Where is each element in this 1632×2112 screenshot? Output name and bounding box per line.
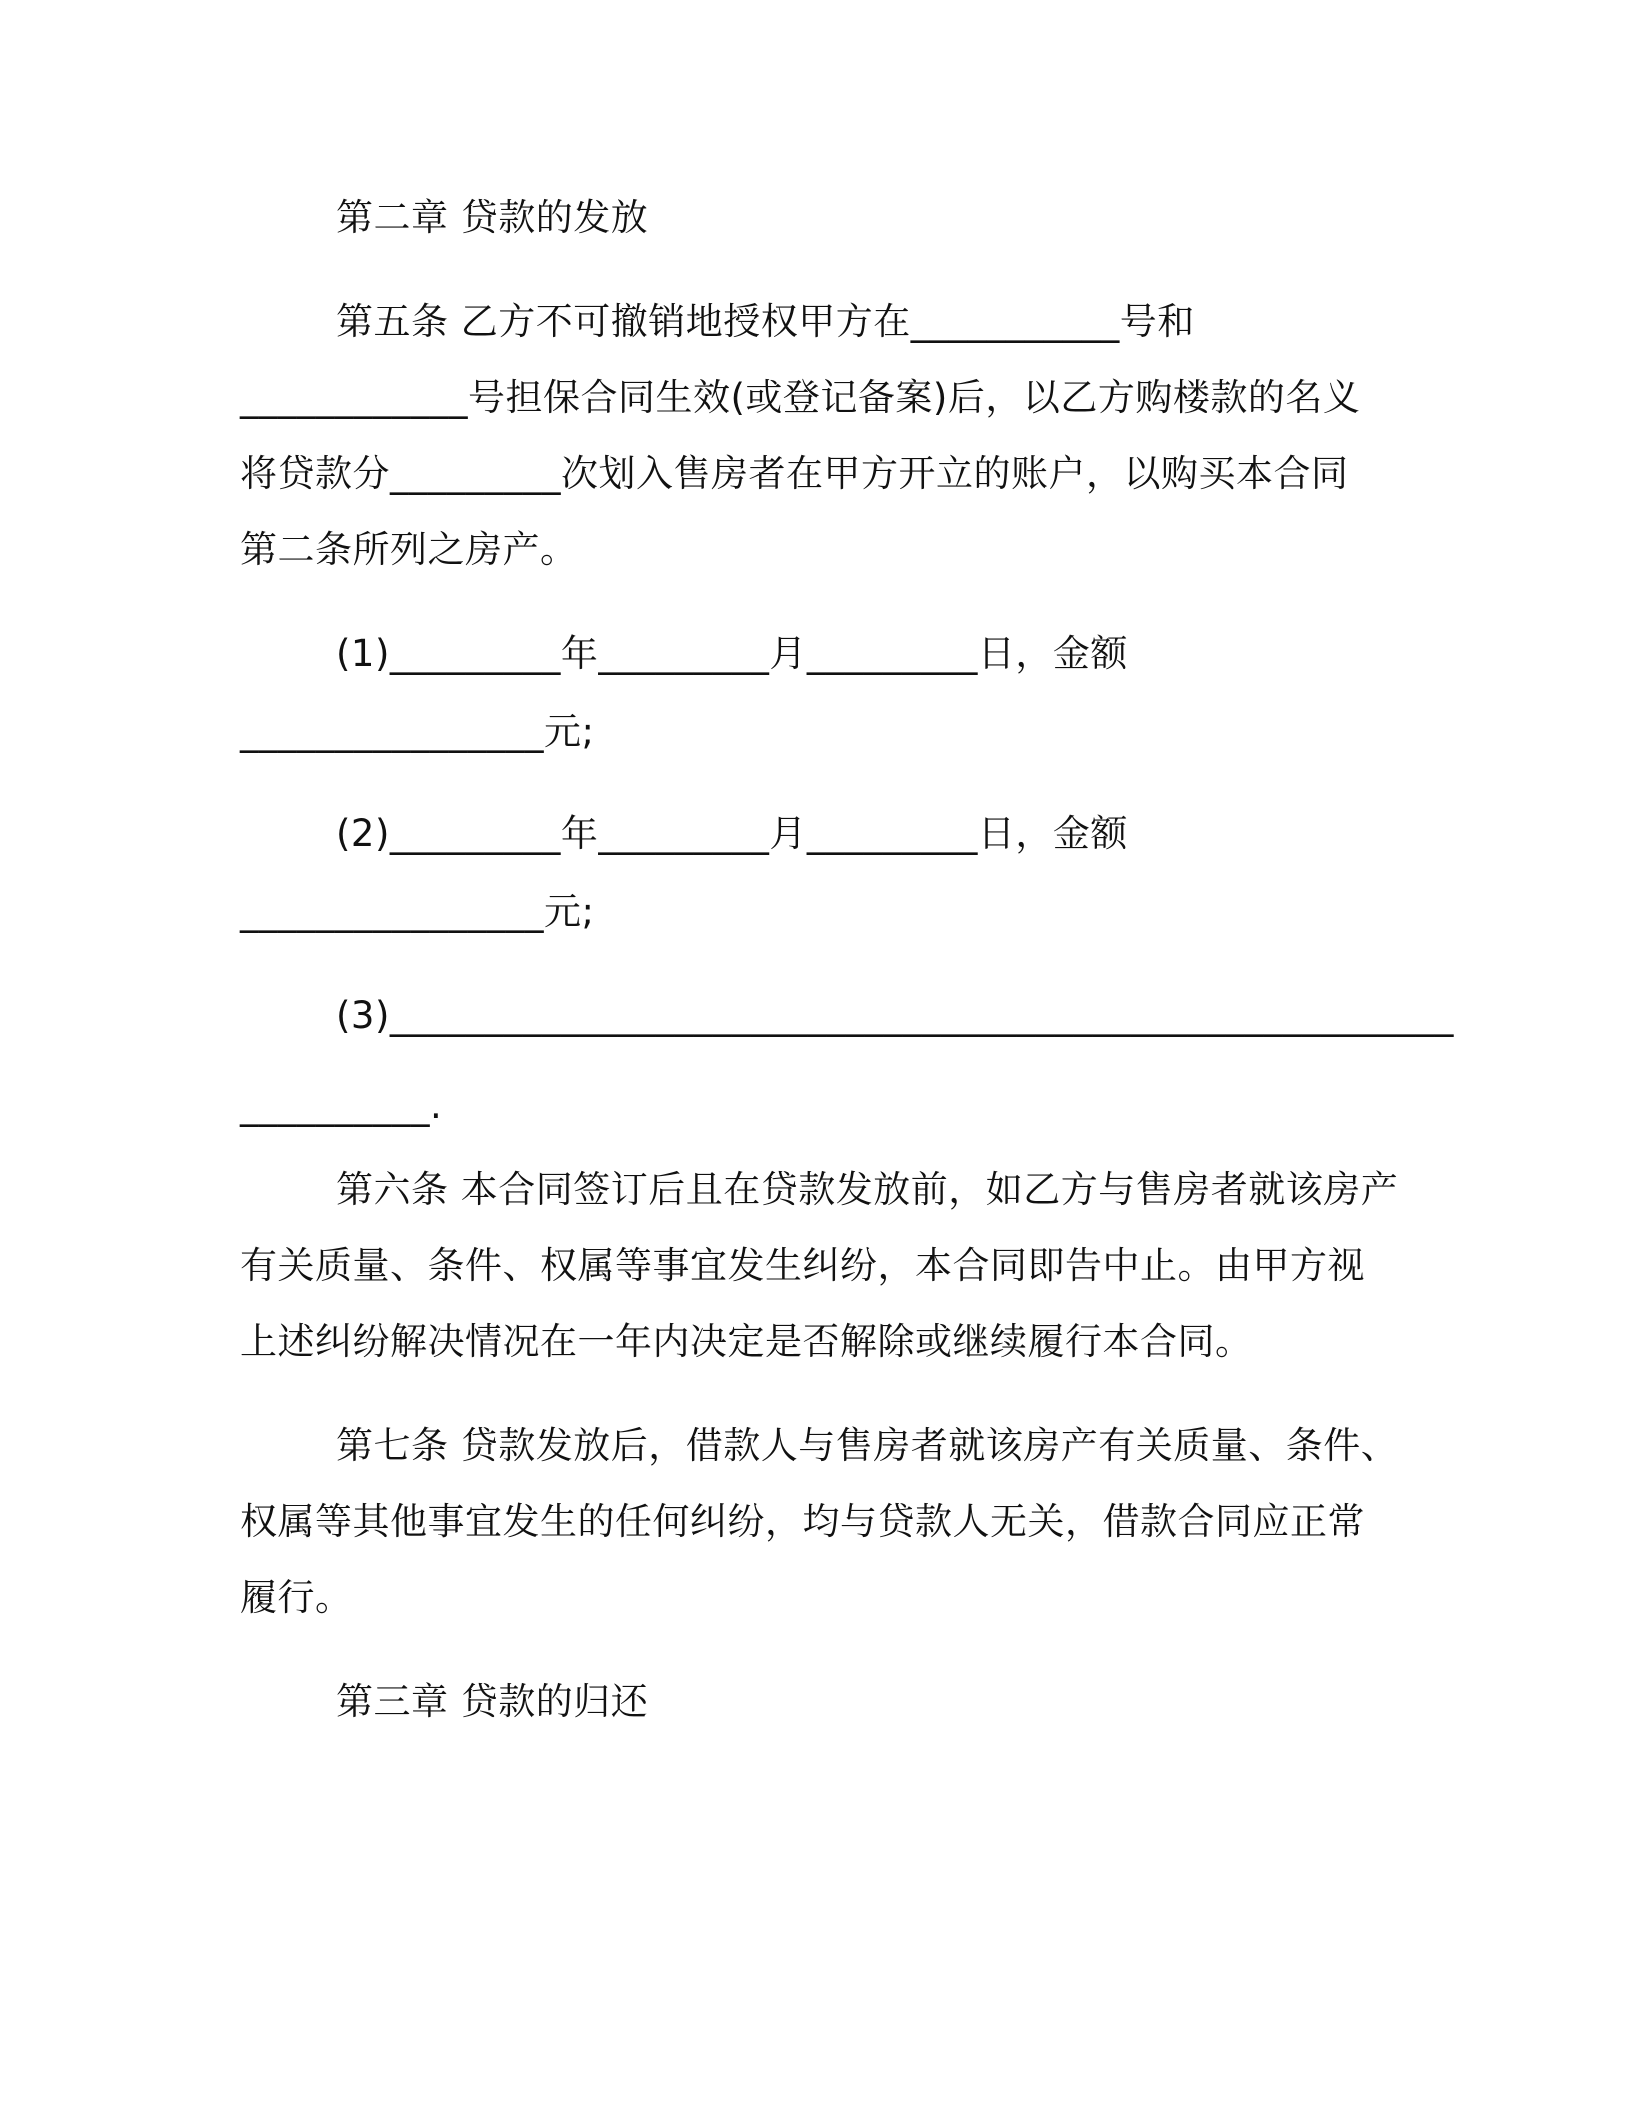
article-7-line-3: 履行。 bbox=[240, 1576, 353, 1619]
article-7-line-1: 第七条 贷款发放后，借款人与售房者就该房产有关质量、条件、 bbox=[336, 1424, 1399, 1467]
item-2-line-1: (2)_________年_________月_________日，金额 bbox=[336, 812, 1128, 855]
article-5-line-2: ____________号担保合同生效(或登记备案)后，以乙方购楼款的名义 bbox=[240, 376, 1361, 419]
article-6-line-1: 第六条 本合同签订后且在贷款发放前，如乙方与售房者就该房产 bbox=[336, 1168, 1399, 1211]
article-5-line-3: 将贷款分_________次划入售房者在甲方开立的账户，以购买本合同 bbox=[240, 452, 1349, 495]
article-5-line-1: 第五条 乙方不可撤销地授权甲方在___________号和 bbox=[336, 300, 1195, 343]
article-5-line-4: 第二条所列之房产。 bbox=[240, 528, 578, 571]
item-3-line-2: __________. bbox=[240, 1084, 443, 1127]
chapter-heading-3: 第三章 贷款的归还 bbox=[336, 1680, 649, 1723]
item-1-line-1: (1)_________年_________月_________日，金额 bbox=[336, 632, 1128, 675]
chapter-heading: 第二章 贷款的发放 bbox=[336, 196, 649, 239]
article-6-line-3: 上述纠纷解决情况在一年内决定是否解除或继续履行本合同。 bbox=[240, 1320, 1253, 1363]
item-3-line-1: (3)________________________________________________________ bbox=[336, 994, 1454, 1037]
item-1-line-2: ________________元; bbox=[240, 710, 595, 753]
item-2-line-2: ________________元; bbox=[240, 890, 595, 933]
article-6-line-2: 有关质量、条件、权属等事宜发生纠纷，本合同即告中止。由甲方视 bbox=[240, 1244, 1365, 1287]
article-7-line-2: 权属等其他事宜发生的任何纠纷，均与贷款人无关，借款合同应正常 bbox=[240, 1500, 1365, 1543]
